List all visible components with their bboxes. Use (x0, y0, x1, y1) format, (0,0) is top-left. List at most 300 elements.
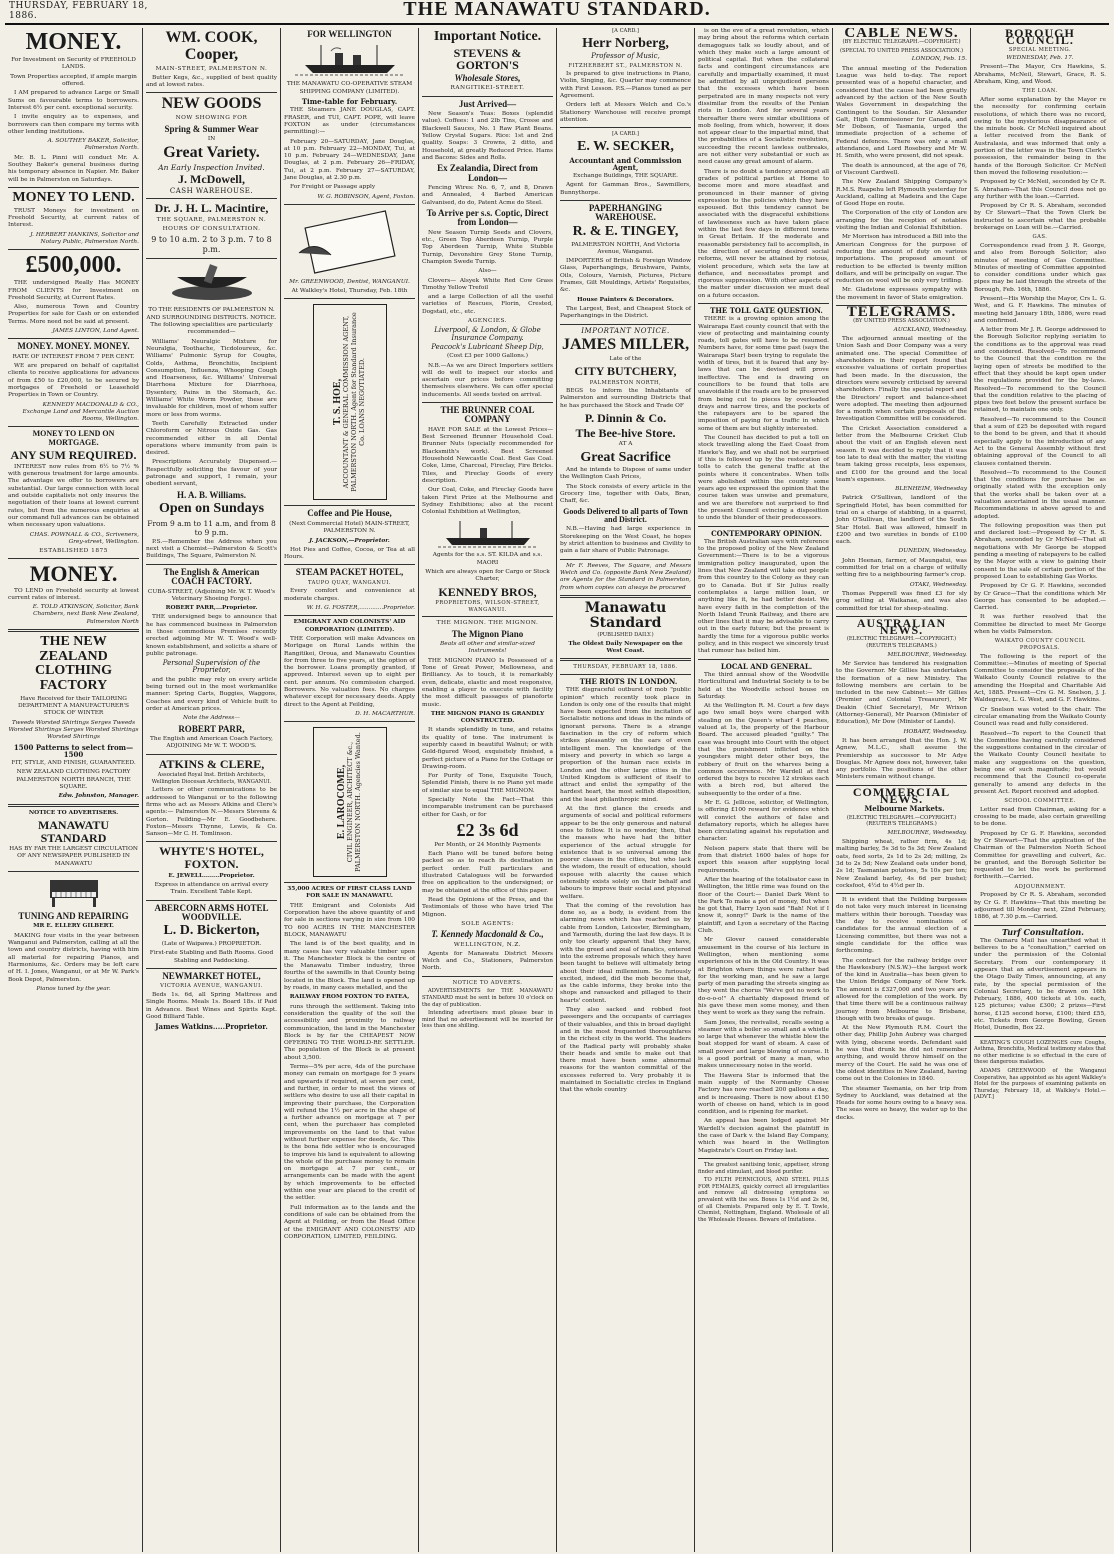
packet-heading: STEAM PACKET HOTEL, (295, 567, 404, 578)
standard-daily: (PUBLISHED DAILY.) (597, 632, 654, 639)
borough-p3: Proposed by Cr McNeil, seconded by Cr R. S. Abraham—That this Council does not go any further with the loan.—Carried. (974, 179, 1106, 200)
norberg-card: [A CARD.] (612, 28, 639, 34)
wellington-heading: FOR WELLINGTON (307, 29, 392, 39)
norberg-p2: Orders left at Messrs Welch and Co.'s Stationery Warehouse will receive prompt attention. (560, 102, 691, 123)
lend-sig: J. HERBERT HANKINS, Solicitor and Notary Public, Palmerston North. (30, 231, 139, 245)
standard-oldest: The Oldest Daily Newspaper on the West Coast. (568, 640, 683, 655)
tollgate-heading: THE TOLL GATE QUESTION. (710, 305, 823, 315)
sundays-heading: Open on Sundays (158, 501, 265, 517)
local-p8: The Hawera Star is informed that the main supply of the Normanby Cheese Factory has now reached 200 gallons a day, and is increasing. There is now about £150 worth of cheese on hand, which is in good condition, and is ripening for market. (698, 1072, 829, 1116)
whyte-proprietor: E. JEWELL........Proprietor. (168, 872, 255, 879)
mignon-payments: Per Month, or 24 Monthly Payments (434, 841, 541, 848)
coffee-proprietor: J. JACKSON,—Proprietor. (309, 537, 390, 544)
column-4 (419, 28, 557, 1552)
mignon-constructed: THE MIGNON PIANO IS GRANDLY CONSTRUCTED. (430, 710, 545, 725)
australian-heading: AUSTRALIAN NEWS. (856, 615, 947, 638)
tuning-p: MAKING four visits in the year between Wanganui and Palmerston, calling at all the town and country districts, having with him all material for repairing Pianos, and Harmoniums, &c. Orders may be left care of H. I. Jones, Wanganui, or at Mr W. Park's Book Depot, Palmerston. (8, 932, 139, 983)
riots-p3: That the coming of the revolution has done so, as a body, is evident from the alarming news which has reached us by cable from London, Leicester, Birmingham, and Yarmouth, during the last few days. It is only too clearly apparent that they have, with the greed and zeal of fanatics, entered into the extreme proposals which they have been taught to believe will ultimately bring about their ideal millennium. So furiously excited, indeed, did the mob become that, as the cable informs, they broke into the shops and ransacked and pillaged to their hearts' content. (560, 902, 691, 1004)
cook-address: MAIN-STREET, PALMERSTON N. (155, 65, 268, 72)
local-p7: Sam Jones, the revivalist, recalls seeing a steamer with a boiler so small and a whistle so large that whenever the whistle blew the boat stopped for want of steam. A case of small power and large blowing of course. It is a good portrait of many a man, who makes unnecessary noise in the world. (698, 1019, 829, 1070)
secker-heading: E. W. SECKER, (577, 138, 674, 154)
sundays-ps: P.S.—Remember the Address when you next visit a Chemist—Palmerston & Scott's Buildings, The Square, Palmerston N. (146, 538, 277, 560)
local-p5: After the hearing of the totalisator case in Wellington, the little rime was found on the floor of the Court:— Daniel Dark Went to the Park To make a pot of money, But when he got that, Harry Lyon said "Bah! Not if I know it, sonny!" Dark is the name of the plaintiff, and Lyon a secretary of the Racing Club. (698, 876, 829, 935)
stevens-p1: New Season's Teas: Boxes (splendid value). Coffees: 1 and 2lb Tins, Crosse and Blackwell Sauces, No. 1 Raw Plant Beans. Yellow Crystal Sugars. Rice: 1st and 2nd quality. Soaps: 3 Crowns, 2 ditto, and Household, at greatly Reduced Price. Hams and Bacons: Sides and Rolls. (422, 111, 553, 161)
commercial-heading: COMMERCIAL NEWS. (852, 784, 951, 806)
divider (8, 249, 139, 250)
coach-supervision: Personal Supervision of the Proprietor, (162, 659, 261, 675)
clothing-sig: Edw. Johnston, Manager. (58, 793, 139, 800)
acres-p5: Full information as to the lands and the conditions of sale can be obtained from the Agent at Feilding, or from the Head Office of the EMIGRANT AND COLONISTS' AID CORPORATION, LIMITED, FEILDING. (284, 1204, 415, 1240)
divider (146, 754, 277, 755)
borough-p10: The following proposition was then put and declared lost:—Proposed by Cr R. S. Abraham, seconded by Cr McNeil—That all negotiations with Mr George be stopped pending a meeting of ratepayers to be called by the Mayor with a view to gaining their consent to the sale of certain portion of the proposed Loan to establishing Gas Works. (974, 522, 1106, 580)
divider (146, 841, 277, 842)
miller-p4: N.B.—Having had large experience in Storekeeping on the West Coast, he hopes by strict attention to business and Civility to gain a fair share of Public Patronage. (560, 526, 691, 555)
abercorn-heading: ABERCORN ARMS HOTEL WOODVILLE. (154, 902, 269, 922)
money-p4: Mr. B. L. Pinni will conduct Mr. A. Southey Baker's general business during his temporary absence in Napier. Mr. Baker will be in Palmerston on Saturdays. (8, 154, 139, 183)
pills-advert: TO FILTH PERNICIOUS, AND STEEL PILLS FOR FEMALES, quickly correct all irregularities and remove all distressing symptoms so prevalent with the sex. Boxes 1s 1½d and 2s 9d, of all Chemists. Prepared only by E. T. Towle, Chemist, Nottingham, England. Wholesale of all the Wholesale Houses. Beware of Imitations. (698, 1177, 829, 1223)
divider (560, 559, 691, 560)
keating-advert: KEATING'S COUGH LOZENGES cure Coughs, Asthma, Bronchitis, Medical testimony states that no other medicine is so effectual in the cure of these dangerous maladies. (974, 1039, 1106, 1066)
agents-notice: Mr F. Reeves, The Square, and Messrs Welch and Co. (opposite Bank New Zealand) are Agents for the Standard in Palmerston, from whom copies can always be procured (560, 562, 691, 591)
cook-p: Butter Kegs, &c., supplied of best quality and at lowest rates. (146, 74, 277, 89)
hoe-details: ACCOUNTANT & GENERAL COMMISSION AGENT, PALMERSTON NORTH. Agent for Standard Insurance Co. LOANS NEGOTIATED. (341, 312, 366, 493)
divider (8, 338, 139, 339)
divider (974, 1036, 1106, 1037)
zealandia-heading: Ex Zealandia, Direct from London— (437, 163, 538, 183)
divider (284, 505, 415, 506)
mignon-p2: It stands splendidly in tune, and retains its quality of tone. The instrument is superbly cased in beautiful Walnut; or with Gold-figured Wood, exquisitely finished, a perfect picture of a Piano for the Cottage or Drawing-room. (422, 727, 553, 770)
timetable-p1: THE Steamers JANE DOUGLAS, CAPT. FRASER, and TUI, CAPT. POPE, will leave FOXTON as under (circumstances permitting):— (284, 107, 415, 136)
mignon-agents: Agents for Manawatu District Messrs Welch and Co., Stationers, Palmerston North. (422, 950, 553, 972)
newgoods-variety: Great Variety. (163, 144, 260, 162)
parr-name: ROBERT PARR, (178, 723, 245, 734)
hoe-card (313, 304, 387, 500)
telegrams-p5: Thomas Pepperell was fined £3 for sly grog selling at Waikanae, and was also committed for trial for sheep-stealing. (836, 590, 967, 612)
acres-p1: THE Emigrant and Colonists Aid Corporation have the above quantity of and for sale in sections varying in size from 100 TO 600 ACRES IN THE MANCHESTER BLOCK, MANAWATU (284, 902, 415, 938)
australian-sub: (ELECTRIC TELEGRAPH.—COPYRIGHT.) (REUTER'S TELEGRAMS.) (846, 636, 957, 650)
stevens-heading: STEVENS & GORTON'S (453, 45, 522, 73)
fivehundred-p1: THE undersigned Really Has MONEY FROM CLIENTS for Investment on Freehold Security, at Current Rates. (8, 280, 139, 301)
money-p3: I invite enquiry as to expenses, and borrowers can then compare my terms with other lending institutions. (8, 114, 139, 135)
riots-p2: At the first glance the creeds and arguments of social and political reformers appear to be the only generous and natural ones to follow. It is no wonder, then, that the masses who have had the bitter experience of the actual struggle for existence that is so universal among the poorer classes in the cities, but who lack the wisdom, the result of education, should espouse with alacrity the cause which ostensibly exists solely on their behalf and labours to improve their social and physical welfare. (560, 806, 691, 900)
cable-sub1: (BY ELECTRIC TELEGRAPH.—COPYRIGHT.) (842, 39, 961, 46)
dentist-card-text: Mr. GREENWOOD, Dentist, WANGANUI. (289, 278, 410, 285)
telegrams-dateline1: AUCKLAND, Wednesday. (893, 326, 967, 333)
piano-illustration-icon (44, 876, 104, 908)
greenwood-advert: ADAMS GREENWOOD of the Wanganui Cooperative, has appointed as his agent Walkley's Hotel for the purposes of examining patients on Thursday, February 18, at Walkley's Hotel.—[ADVT.] (974, 1068, 1106, 1101)
timetable-p3: For Freight or Passage apply (290, 184, 376, 191)
brunner-p1: HAVE FOR SALE at the Lowest Prices— Best Screened Brunner Household Coal. Brunner Nuts (specially recommended for Blacksmith's work). Best Screened Household Newcastle Coal. Best Gas Coal. Coke, Lime, Charcoal, Fireclay, Fire Bricks. Tiles, and Fireclay Goods of every description. (422, 426, 553, 484)
gas-heading: GAS. (1032, 234, 1048, 241)
school-heading: SCHOOL COMMITTEE. (1004, 798, 1076, 805)
newmarket-heading: NEWMARKET HOTEL, (162, 970, 261, 981)
bickerton-p: First-rate Stabling and Bath Rooms. Good Stabling and Paddocking. (149, 950, 274, 964)
divider (146, 564, 277, 565)
australian-dateline1: MELBOURNE, Wednesday. (887, 651, 967, 658)
norberg-address: FITZHERBERT ST., PALMERSTON N. (568, 62, 683, 69)
coach-address: CUBA-STREET, (Adjoining Mr. W. T. Wood's Veterinary Shoeing Forge). (147, 588, 276, 602)
williams-p2: Teeth Carefully Extracted under Chloroform or Nitrous Oxide Gas. Gas recommended either in all Dental operations where immunity from pain is desired. (146, 420, 277, 457)
miller-notice: IMPORTANT NOTICE. (581, 326, 670, 335)
telegrams-p4: John Heenan, farmer, of Maungatui, was committed for trial on a charge of wilfully setting fire to a neighbouring farmer's crop. (836, 557, 967, 579)
divider (698, 659, 829, 660)
emigrant-sig: D. H. MACARTHUR. (355, 710, 415, 717)
divider (8, 558, 139, 559)
divider (560, 674, 691, 675)
divider (284, 615, 415, 616)
sole-agents-label: SOLE AGENTS: (461, 920, 514, 927)
dentist-visit: At Walkley's Hotel, Thursday, Feb. 18th (291, 288, 408, 295)
masthead (5, 0, 1109, 25)
turf-heading: Turf Consultation. (1002, 926, 1084, 937)
tonic-advert: The greatest sanitising tonic, appetiser, strong finder and stimulant, and blood purifier. (698, 1161, 829, 1175)
packet-address: TAUPO QUAY, WANGANUI. (307, 579, 392, 586)
miller-heading: JAMES MILLER, (561, 335, 690, 353)
masthead-title: THE MANAWATU STANDARD. (403, 0, 711, 20)
divider (146, 968, 277, 969)
tollgate-p2: The Council has decided to put a toll on stock travelling along the East Coast from Hawke's Bay, and we shall not be surprised if this is followed up by the restoration of tolls to catch the general traffic at the points where it concentrates. When tolls were abolished within the county some years ago we expressed the opinion that the course taken was unwise and premature, and we are therefore not surprised to find the present Council evincing a disposition to undo the blunder of their predecessors. (698, 435, 829, 522)
borough-p6: Present—His Worship the Mayor, Crs L. G. West, and G. F. Hawkins. The minutes of meeting held January 18th, 1886, were read and confirmed. (974, 295, 1106, 324)
mignon-sub: Beats all other and similar-sized Instruments! (440, 641, 535, 655)
stevens-stores: Wholesale Stores, (454, 72, 521, 83)
fivehundred-heading: £500,000. (25, 252, 122, 279)
tuning-heading: TUNING AND REPAIRING (18, 910, 129, 921)
divider (560, 127, 691, 128)
moneymoney-sig: KENNEDY MACDONALD & CO., Exchange Land and Mercantile Auction Rooms, Wellington. (22, 401, 139, 423)
borough-p11: Proposed by Cr G. F. Hawkins, seconded by Cr Grace—That the conditions which Mr George has consented to be adopted.—Carried. (974, 583, 1106, 612)
mortgage-p: INTEREST now rules from 6½ to 7½ % with generous treatment for large amounts. The advantage we offer to borrowers are substantial. Our large connection with local and outside capitalists not only insures the negotiation of their loans at lowest current rates, but from the numerous enquiries at our command full advances can be obtained when necessary upon valuations. (8, 463, 139, 529)
clothing-patterns: 1500 Patterns to select from—1500 (13, 742, 134, 759)
loan-heading: THE LOAN. (1022, 88, 1058, 95)
coffee-heading: Coffee and Pie House, (307, 508, 392, 519)
agency-2: Peacock's Lubricant Sheep Dip, (431, 342, 544, 351)
mignon-p3: For Purity of Tone, Exquisite Touch, Splendid Finish, there is no Piano yet made of similar size to equal THE MIGNON. (422, 773, 553, 794)
news-p4: The steamer Tasmania, on her trip from Sydney to Auckland, was detained at the Heads for some hours owing to a heavy sea. The seas were so heavy, the water up to the decks. (836, 1085, 967, 1121)
divider (146, 198, 277, 199)
newmarket-proprietor: James Watkins.....Proprietor. (155, 1022, 268, 1032)
divider (422, 976, 553, 977)
money2-sig: E. TOLD ATKINSON, Solicitor, Bank Chambers, next Bank New Zealand, Palmerston North (32, 604, 139, 625)
bickerton-name: L. D. Bickerton, (163, 923, 260, 939)
borough-p15: Resolved—To report to the Council that the Committee having carefully considered the suggestions contained in the circular of the Waikato County Council hesitate to make any suggestions on the question, being one of such magnitude; but would recommend that the Council co-operate generally to amend any defects in the present Act. Report received and adopted. (974, 730, 1106, 795)
coach-p2: and the public may rely on every article being turned out in the most workmanlike manner: Spring Carts, Buggies, Waggons, Coaches and every kind of Vehicle built to order at American prices. (146, 676, 277, 712)
agency-cost: (Cost £3 per 1000 Gallons.) (446, 353, 528, 360)
newgoods-invite: An Early Inspection Invited. (158, 163, 265, 173)
larocome-name: E. LAROCOME, (335, 765, 347, 840)
clothing-heading: THE NEW ZEALAND CLOTHING FACTORY (34, 634, 112, 694)
borough-p8: Resolved—To recommend to the Council that a sum of £25 be deposited with regard to the bond to be given, and that it should especially apply to the introduction of any Act to the General Assembly without first obtaining approval of the Council to all clauses contained therein. (974, 416, 1106, 467)
telegrams-heading: TELEGRAMS. (846, 303, 957, 320)
coffee-address: (Next Commercial Hotel) MAIN-STREET, PALMERSTON N. (289, 520, 410, 535)
brunner-agents: Agents for the s.s. ST. KILDA and s.s. MAORI (432, 552, 543, 566)
divider (284, 564, 415, 565)
tingey-address: PALMERSTON NORTH, And Victoria Avenue, Wanganui. (571, 241, 680, 255)
macintire-heading: Dr. J. H. L. Macintire, (154, 201, 269, 216)
coop-sub: THE MANAWATU CO-OPERATIVE STEAM SHIPPING COMPANY (LIMITED). (286, 81, 413, 95)
secker-p: Agent for Gamman Bros., Sawmillers, Bunnythorpe. (560, 182, 691, 196)
sacrifice-heading: Great Sacrifice (580, 449, 671, 465)
hours-list: 9 to 10 a.m. 2 to 3 p.m. 7 to 8 p.m. (151, 235, 272, 255)
column-8 (971, 28, 1109, 1552)
divider (560, 658, 691, 661)
mignon-p6: Read the Opinions of the Press, and the Testimonials of those who have tried The Mignon. (422, 896, 553, 918)
telegrams-dateline2: BLENHEIM, Wednesday (895, 486, 967, 493)
divider (8, 804, 139, 807)
stevens-p2: Fencing Wires: No. 6, 7, and 8, Drawn and Annealed, 4 Barbed American Galvanised, do do, Patent Acme do Steel. (422, 185, 553, 206)
tuning-sig: MR E. ELLERY GILBERT. (33, 923, 114, 930)
advertisers-notice: NOTICE TO ADVERTISERS. (28, 809, 119, 816)
tingey-heading: R. & E. TINGEY, (572, 223, 679, 239)
divider (422, 402, 553, 403)
borough-p17: Proposed by Cr G. F. Hawkins, seconded by Cr Stewart—That the application of the Chairman of the Palmerston North School Committee for gravelling and culvert, &c. be granted, and the Borough Solicitor be requested to let the work be performed forthwith.—Carried. (974, 830, 1106, 881)
emigrant-heading: EMIGRANT AND COLONISTS' AID CORPORATION (LIMITED). (293, 619, 406, 633)
miller-p2: And he intends to Dispose of same under the Wellington Cash Prices, (560, 467, 691, 481)
money-heading: MONEY. (25, 29, 122, 55)
mignon-heading: The Mignon Piano (451, 628, 524, 639)
at-a: AT A (618, 441, 633, 448)
acres-p2: The land is of the best quality, and in many cases has very valuable timber upon it. The Manchester Block is the centre of the Manawatu Timber industry, three fourths of the sawmills in that County being located in the Block. The land is opened up by roads, in many cases metalled, and the (284, 941, 415, 992)
macdonald-name: T. Kennedy Macdonald & Co., (431, 929, 544, 940)
timetable-heading: Time-table for February. (301, 97, 398, 107)
agencies-heading: AGENCIES. (467, 318, 508, 325)
divider (284, 882, 415, 883)
money-sub: For Investment on Security of FREEHOLD LANDS. (11, 57, 136, 71)
moneymoney-sub: RATE OF INTEREST FROM 7 PER CENT. (12, 353, 135, 360)
mignon-price: £2 3s 6d (456, 819, 519, 840)
timetable-sig: W. G. ROBINSON, Agent, Foxton. (317, 193, 415, 200)
newgoods-wear: Spring & Summer Wear (164, 123, 259, 134)
news-p2: The contract for the railway bridge over the Hawkesbury (N.S.W.)—the largest work of the kind in Australia—has been given to the Union Bridge Company of New York. The amount is £327,000 and two years are allowed for the completion of the work. By that time there will be a continuous railway journey from Melbourne to Brisbane, though with two breaks of gauge. (836, 957, 967, 1022)
divider (560, 595, 691, 598)
norberg-heading: Herr Norberg, (582, 35, 669, 51)
agency-1: Liverpool, & London, & Globe Insurance Company. (434, 326, 541, 342)
telegrams-sub: (BY UNITED PRESS ASSOCIATION.) (853, 318, 950, 325)
cable-p5: Mr Morrison has introduced a Bill into the American Congress for the purpose of reducing the amount of duty on various importations. The proposed amount of reduction to be effected is twenty million dollars, and will be principally on sugar. The reduction on wool will be only very trifling. (836, 234, 967, 285)
markets-p: Shipping wheat, rather firm, 4s 1d; malting barley, 5s 3d to 5s 3d; New Zealand oats, feed sorts, 2s 1d to 2s 2d; milling, 2s 3d to 2s 5d; New Zealand oats under bond, 2s 1d; Tasmanian potatoes, 5s 10s per ton; New Zealand barley, 4s 6d per bushel; cocksfoot, 4½d to 4½d per lb. (836, 839, 967, 889)
also-label: Also— (478, 268, 497, 275)
brunner-cargo: Which are always open for Cargo or Stock Charter, (425, 569, 550, 583)
cash-warehouse: CASH WAREHOUSE. (169, 187, 254, 195)
borough-p18: Proposed by Cr R. S. Abraham, seconded by Cr G. F. Hawkins—That this meeting be adjourned till Monday next, 22nd February, 1886, at 7.30 p.m.—Carried. (974, 892, 1106, 921)
packet-sig: W. H. G. FOSTER,.............Proprietor. (306, 605, 415, 612)
local-p4: Nelson papers state that there will be from that district 1600 bales of hops for export this season after supplying local requirements. (698, 845, 829, 874)
telegrams-dateline4: OTAKI, Wednesday. (909, 581, 967, 588)
atkins-sub: Associated Royal Inst. British Architects, Wellington Diocesan Architects, WANGANUI. (151, 772, 272, 785)
fivehundred-p2: Also, numerous Town and Country Properties for sale for Cash or on extended Terms. More need not be said at present. (8, 304, 139, 325)
divider (146, 92, 277, 93)
cable-dateline: LONDON, Feb. 15. (911, 56, 967, 63)
clothing-p2: Tweeds Worsted Shirtings Serges Tweeds Worsted Shirtings Serges Worsted Shirtings Worsted Shirtings (8, 719, 139, 741)
mignon-p4: Specially Note the Fact—That this incomparable instrument can be purchased either for Cash, or for (422, 797, 553, 818)
money-p2: I AM prepared to advance Large or Small Sums on favourable terms to borrowers. Interest 6½ per cent. exceptional security. (8, 90, 139, 111)
divider (8, 187, 139, 188)
local-p2: At the Wellington R. M. Court a few days ago two small boys were charged with stealing on the Queen's wharf 4 peaches, valued at 1s, the property of the Harbour Board. The accused pleaded "guilty." The case was brought into Court with the object that the punishment inflicted on the youngsters might deter other boys, the robbery of fruit on the wharves being a common occurrence. Mr Wardell at first ordered the boys to receive 12 strokes each with a birch rod, but altered the subsequently to the order of a fine. (698, 703, 829, 797)
newmarket-address: VICTORIA AVENUE, WANGANUI. (160, 983, 263, 990)
borough-p5: Correspondence read from J. R. George, and also from Borough Solicitor; also minutes of meeting of Gas Committee. Minutes of meeting of Committee appointed to consider conditions under which gas pipes may be laid through the streets of the Borough, Feb. 16th, 1886. (974, 242, 1106, 293)
coach-heading: The English & American COACH FACTORY. (163, 566, 260, 587)
riots-p6: There is no doubt a tendency amongst all grades of political parties at Home to become more and more steadfast and pronounced in their manner of giving expression to the policies which they have espoused. But this tendency cannot be associated with the disgraceful exhibitions of lawlessness such as have taken place within the last few days in different towns in Great Britain. If the moderate and reasonable persistency fail to accomplish, in the direction of securing desired social reforms, will never be attained by riotous, violent procedure, which sets the law at defiance, and necessitates prompt and rigorous suppression. With other aspects of the matter under discussion we must deal on a future occasion. (698, 168, 829, 299)
borough-heading: BOROUGH COUNCIL. (1005, 28, 1075, 48)
dentist-card-illustration-icon (295, 209, 405, 275)
mignon-p5: Each Piano will be tuned before being packed so as to reach its destination in perfect order. Full particulars and illustrated Catalogues will be forwarded free on application to the undersigned; or may be obtained at the office of this paper. (422, 851, 553, 894)
just-arrived: Just Arrived— (458, 98, 517, 109)
adverts-notice-p1: ADVERTISEMENTS for THE MANAWATU STANDARD must be sent in before 10 o'clock on the day of publication. (422, 988, 553, 1008)
stevens-p7: N.B.—As we are Direct Importers settlers will do well to inspect our stocks and ascertain our prices before committing themselves elsewhere. We can offer special inducements. All seeds tested on arrival. (422, 362, 553, 398)
mignon-top: THE MIGNON. THE MIGNON. (436, 620, 539, 627)
tollgate-p1: THERE is a growing opinion among the Wairarapa East county council that with the view of protecting and maintaining county roads, toll gates will have to be resumed. Numbers have, for some time past (says the Wairarapa Star) been trying to regulate the width of tires, but it is feared that any by-laws that can be devised will prove ineffective. The end is drawing on councillors to be found that tolls are unavoidable if the roads are to be preserved from being cut to pieces by overloaded drays and narrow tires, and the pockets of the ratepayers are to be spared the imposition of paying for a traffic in which some of them are but slightly interested. (698, 316, 829, 432)
williams-p1: Williams' Neuralgic Mixture for Neuralgia, Toothache, Ticdoloureux, &c. Williams' Pulmonic Syrup for Coughs, Colds, Asthma, Bronchitis, Incipient Consumption, Influenza, Whooping Cough and Hoarseness, &c. Williams' Universal Diarrhoea Mixture for Diarrhoea, Dysentery, Pains in the Stomach, &c. Williams' White Worm Powder, these are invaluable for children, most of whom suffer more or less from worms. (146, 338, 277, 418)
coach-proprietor: ROBERT PARR,...Proprietor. (165, 605, 258, 612)
moneymoney-heading: MONEY. MONEY. MONEY. (17, 341, 130, 352)
telegrams-p3: Patrick O'Sullivan, landlord of the Springfield Hotel, has been committed for trial on a charge of stabbing, in a quarrel, John O'Sullivan, the landlord of the South Star Hotel. Bail was allowed, himself in £200 and two sureties in bonds of £100 each. (836, 495, 967, 546)
cable-heading: CABLE NEWS. (844, 28, 959, 41)
divider (698, 526, 829, 527)
acres-p4: Terms—5% per acre, 4ds of the purchase money can remain on mortgage for 5 years and upwards if required, at seven per cent, and further, in order to meet the views of settlers who desire to use all their capital in improving their purchase, the Corporation will refund the 1½ per acre in the shape of a further advance on mortgage at 7 per cent, when the purchaser has completed improvements on the land to that value without further expense for deeds, &c. This is the bona fide settler who is encouraged to improve his land is equivalent to allowing the whole of the purchase money to remain on mortgage at 7 per cent., or arrangements can be made with the agent by which improvements to be effected within one year are placed to the credit of the settler. (284, 1064, 415, 1202)
coffee-p: Hot Pies and Coffee, Cocoa, or Tea at all Hours. (284, 546, 415, 561)
telegrams-dateline3: DUNEDIN, Wednesday. (898, 548, 967, 555)
borough-sub: SPECIAL MEETING. (1008, 46, 1072, 53)
secker-card: [A CARD.] (612, 131, 639, 138)
beehive-heading: The Bee-hive Store. (575, 425, 676, 440)
column-2 (143, 28, 281, 1552)
standard-circulation: HAS BY FAR THE LARGEST CIRCULATION OF ANY NEWSPAPER PUBLISHED IN MANAWATU (9, 846, 138, 867)
borough-p7: A letter from Mr J. R. George addressed to the Borough Solicitor replying seriatim to the conditions as to the approval was read and considered. Resolved—To recommend to the Council that the condition re the laying open of streets be modified to the effect that they should be kept open under the regulations provided for the by-laws. Resolved—To recommend to the Council that the condition relative to the placing of pipes two feet below the present surface be retained, to maintain one only. (974, 327, 1106, 414)
larocome-card (313, 727, 387, 877)
established: ESTABLISHED 1875 (39, 548, 108, 555)
stevens-street: RANGITIKEI-STREET. (450, 85, 525, 92)
secker-address: Exchange Buildings, THE SQUARE. (572, 173, 679, 180)
newgoods-sub: NOW SHOWING FOR (175, 115, 248, 122)
hoe-name: T. S. HOE, (331, 379, 343, 426)
markets-heading: Melbourne Markets. (864, 804, 945, 814)
markets-dateline: MELBOURNE, Wednesday. (887, 829, 967, 836)
borough-p2: After some explanation by the Mayor re the necessity for confirming certain resolutions, of which there was no record, owing to the mysterious disappearance of the minute book. Cr McNeil inquired about a letter received from the Bank of Australasia, and was informed that only a portion of the letter was in the Town Clerk's possession, the remainder being in the hands of the Borough Solicitor. Cr McNeil then moved the following resolution:— (974, 96, 1106, 176)
newgoods-in: IN (207, 136, 216, 143)
columns (5, 28, 1109, 1552)
local-p3: Mr E. G. Jellicoe, solicitor, of Wellington, is offering £100 reward for evidence which will convict the authors of false and defamatory reports, which he alleges have been circulating against his reputation and character. (698, 799, 829, 843)
mortar-pestle-illustration-icon (157, 263, 267, 303)
coach-note: Note the Address— (182, 715, 241, 722)
whyte-heading: WHYTE'S HOTEL, FOXTON. (159, 844, 264, 872)
timetable-p2: February 20—SATURDAY, Jane Douglas, at 10 p.m. February 22—MONDAY, Tui, at 10 p.m. February 24—WEDNESDAY, Jane Douglas, at 2 p.m. February 26—FRIDAY, Tui, at 2 p.m. February 27—SATURDAY, Jane Douglas, at 2.30 p.m. (284, 138, 415, 181)
tingey-painters: House Painters & Decorators. (577, 296, 674, 303)
cable-p4: The Corporation of the city of London are arranging for the reception of notables visiting the Indian and Colonial Exhibition. (836, 210, 967, 232)
larocome-details: CIVIL ENGINEER, ARCHITECT &c., PALMERSTON NORTH. Agencies Wanted. (345, 732, 362, 872)
atkins-heading: ATKINS & CLERE, (158, 756, 265, 771)
borough-p14: Cr Snelson was voted to the chair. The circular emanating from the Waikato County Council was read and fully considered. (974, 706, 1106, 728)
acres-heading: 35,000 ACRES OF FIRST CLASS LAND FOR SALE IN MANAWATU. (287, 886, 412, 900)
bickerton-sub: (Late of Waipawa.) PROPRIETOR. (161, 941, 262, 948)
divider (146, 258, 277, 259)
cable-p2: The death is announced, at the age of 76, of Viscount Cardwell. (836, 162, 967, 176)
divider (284, 298, 415, 299)
norberg-p1: Is prepared to give instructions in Piano, Violin, Singing, &c. Quarter may commence with First Lesson. P.S.—Pianos tuned as per Agreement. (560, 71, 691, 100)
macdonald-city: WELLINGTON, N.Z. (453, 941, 522, 948)
divider (8, 629, 139, 632)
column-7 (833, 28, 971, 1552)
money-sig: A. SOUTHEY BAKER, Solicitor, Palmerston North. (47, 138, 139, 152)
norberg-title: Professor of Music, (591, 52, 660, 61)
telegrams-p2: The Cricket Association considered a letter from the Melbourne Cricket Club about the visit of an English eleven next season. It was decided to reply that it was too late to deal with the matter, the visiting team taking gross receipts, less expenses, and £100 for the ground and the local team's expenses. (836, 425, 967, 483)
hours-heading: HOURS OF CONSULTATION. (162, 226, 261, 233)
coptic-heading: To Arrive per s.s. Coptic, Direct from London— (426, 207, 549, 228)
moneymoney-p: WE are prepared on behalf of capitalist clients to receive applications for advances of from £50 to £20,000, to be secured by mortgages of Freehold or Leasehold Properties in Town or Country. (8, 363, 139, 399)
contemporary-heading: CONTEMPORARY OPINION. (711, 528, 822, 538)
divider (284, 721, 415, 722)
column-5 (557, 28, 695, 1552)
australian-p2: It has been arranged that the Hon. J. W. Agnew, M.L.C., shall assume the Premiership as successor to Mr Adye Douglas. Mr Agnew does not, however, take any portfolio. The positions of the other Ministers remain without change. (836, 737, 967, 781)
money2-p: TO LEND on Freehold security at lowest current rates of interest. (8, 587, 139, 601)
telegrams-p1: The adjourned annual meeting of the Union Sash and Door Company was a very animated one. The special Committee of shareholders in their report found that excessive valuations of certain properties had been made. In the discussion, the directors were severely criticised by several shareholders. Finally the special report and the Directors' report and balance-sheet were adopted. The meeting then adjourned for a month when certain proposals of the Investigation Committee will be considered. (836, 336, 967, 423)
tingey-p2: The Largest, Best, and Cheapest Stock of Paperhangings in the District. (560, 305, 691, 320)
borough-dateline: WEDNESDAY, Feb. 17. (1006, 55, 1074, 62)
clothing-branch: NEW ZEALAND CLOTHING FACTORY PALMERSTON NORTH BRANCH, THE SQUARE. (16, 769, 131, 791)
borough-p16: Letter read from Chairman, asking for a crossing to be made, also certain gravelling to be done. (974, 806, 1106, 828)
divider (698, 303, 829, 304)
australian-dateline2: HOBART, Wednesday. (903, 728, 967, 735)
cable-p1: The annual meeting of the Federation League was held to-day. The report presented was of a hopeful character, and considered that the cause had been greatly advanced by the action of the New South Wales Government in despatching the Contingent to the Soudan. Sir Alexander Galt, High Commissioner for Canada, and Mr Dobson, of Tasmania, urged the immediate projection of a scheme of Federal defences. There was only a small attendance, and Lord Rosebery and Mr W. H. Smith, who were present, did not speak. (836, 65, 967, 160)
divider (560, 324, 691, 325)
divider (698, 1158, 829, 1159)
divider (836, 893, 967, 894)
adverts-notice-heading: NOTICE TO ADVERTS. (452, 979, 523, 986)
atkins-p: Letters or other communications to be addressed to Wanganui or to the following firms who act as Messrs Atkins and Clere's agents:— Palmerston N.—Messrs Stevens & Gorton. Feilding—Mr E. Goodbehere. Foxton—Messrs Thynne, Lewis, & Co. Sanson—Mr C. H. Tomlinson. (146, 787, 277, 838)
column-3 (281, 28, 419, 1552)
money-p1: Town Properties accepted, if ample margin offered. (10, 73, 137, 88)
sundays-hours: From 9 a.m to 11 a.m, and from 8 to 9 p.m. (147, 518, 276, 537)
steamer-illustration-icon (438, 520, 538, 548)
riots-p4: They also sacked and robbed foot passengers and the occupants of carriages of their valuables, and this in broad daylight and in the most frequented thoroughfares in the richest city in the world. The leaders of the Radical party will probably shake their heads and smile to make out that there must have been some abnormal reasons for the wanton committal of the excesses referred to. Very probably it is maintained in Socialistic circles in England that the whole country (560, 1007, 691, 1094)
newmarket-p: Beds 1s. 6d, all Spring Mattress and Single Rooms. Meals 1s. Board 18s. if Paid in Advance. Best Wines and Spirits Kept. Good Billiard Table. (146, 992, 277, 1020)
butchery-town: PALMERSTON NORTH, (589, 379, 662, 386)
markets-sub: (ELECTRIC TELEGRAPH.—COPYRIGHT.) (REUTER'S TELEGRAMS.) (846, 814, 957, 828)
stevens-p5: and a large Collection of all the useful varieties of Rescues, Florin, Crested, Dogstail, etc., etc. (422, 294, 553, 315)
local-heading: LOCAL AND GENERAL. (720, 661, 813, 671)
steamship-illustration-icon (295, 43, 405, 77)
standard-name: MANAWATU STANDARD (37, 817, 110, 845)
macintire-address: THE SQUARE, PALMERSTON N. (156, 216, 267, 223)
divider (8, 426, 139, 427)
column-1 (5, 28, 143, 1552)
railway-heading: RAILWAY FROM FOXTON TO FATEA, (289, 994, 410, 1001)
standard-banner: Manawatu Standard (584, 599, 667, 631)
clothing-fit: FIT, STYLE, AND FINISH, GUARANTEED. (11, 760, 136, 767)
contemporary-p: The British Australian says with reference to the proposed policy of the New Zealand Government:—There is to be a vigorous immigration policy inaugurated, upon the lines that New Zealand will take out people from this country to the Colony as they can go to Canada. But if Sir Julius really contemplates a large million loan, or anything like it, he had better desist. We have every faith in the completion of the North Island Trunk Railway, and there are other lines that it may be advisable to carry out in the early future; but the present is hardly the time for a vigorous public works policy, and in this respect we sincerely trust that rumour has belied him. (698, 538, 829, 655)
mortgage-heading: MONEY TO LEND ON MORTGAGE. (32, 429, 115, 447)
news-p1: It is evident that the Feilding burgesses do not take very much interest in licensing matters within their borough. Tuesday was the day to receive nominations of candidates for the annual election of a Licensing committee, but there was not a single candidate for the office was forthcoming. (836, 897, 967, 955)
stevens-p3: New Season Turnip Seeds and Clovers, etc., Green Top Aberdeen Turnip, Purple Top Aberdeen Turnip, White Stubble Turnip, Devonshire Grey Stone Turnip, Champion Swede Turnip. (422, 229, 553, 265)
paperhanging-heading: PAPERHANGING WAREHOUSE. (588, 203, 663, 223)
turf-p: The Oamaru Mail has unearthed what it believes to be a "consultation," carried on under the permission of the Colonial Secretary. From our contemporary it appears that an advertisement appears in the Otago Daily Times, announcing, at any rate, by the special permission of the Colonial Secretary, to be drawn on 16th February, 1886, 400 tickets at 10s. each, 125 pictures; value £300; 2 prizes—First horse, £125 second horse, £100; third £55, etc. Tickets from George Bowling, Green Hotel, Dunedin, Box 22. (974, 937, 1106, 1032)
packet-p: Every comfort and convenience at moderate charges. (284, 588, 415, 602)
divider (974, 925, 1106, 926)
newgoods-heading: NEW GOODS (161, 95, 262, 113)
cable-p6: Mr. Gladstone expresses sympathy with the movement in favor of State emigration. (836, 287, 967, 301)
williams-p3: Prescriptions Accurately Dispensed.—Respectfully soliciting the favour of your patronage and support, I remain, your obedient servant, (146, 459, 277, 488)
cook-heading: WM. COOK, Cooper, (165, 29, 258, 63)
mortgage-sig: CHAS. POWNALL & CO., Scriveners, Grey-street, Wellington. (29, 531, 139, 545)
divider (284, 204, 415, 205)
tingey-p1: IMPORTERS of British & Foreign Window Glass, Paperhangings, Brushware, Paints, Oils, Colours, Varnish, Pictures, Picture Frames, Gilt Mouldings, Artists' Requisites, &c. (560, 258, 691, 294)
divider (8, 871, 139, 872)
local-p6: Mr Glover caused considerable amusement in the course of his lecture in Wellington, when mentioning some experiences of his in the Old Country. It was at Brighton where things were rather bad for the working man, and he saw a large party of men parading the streets singing as they went the chorus "We've got no work to do-o-o-o!" A charitably disposed friend of his gave these men some money, and then they went to work as they sang the refrain. (698, 937, 829, 1017)
money2-heading: MONEY. (29, 561, 118, 587)
local-p9: An appeal has been lodged against Mr Wardell's decision against the plaintiff in the case of Dark v. the Island Bay Company, which was heard in the Wellington Magistrate's Court on Friday last. (698, 1118, 829, 1154)
mignon-p1: THE MIGNON PIANO Is Possessed of a Tone of Great Power, Mellowness, and Brilliancy. As to touch, it is remarkably even, delicate, elastic and most responsive, enabling a player to execute with facility the most difficult passages of pianoforte music. (422, 657, 553, 708)
coach-p1: THE undersigned begs to announce that he has commenced business in Palmerston in those commodious Premises recently erected adjoining Mr W. T. Wood's well-known establishment, and solicits a share of public patronage. (146, 614, 277, 657)
riots-heading: THE RIOTS IN LONDON. (579, 676, 678, 686)
kennedy-sub: PROPRIETORS, WILSON-STREET, WANGANUI. (435, 600, 540, 613)
